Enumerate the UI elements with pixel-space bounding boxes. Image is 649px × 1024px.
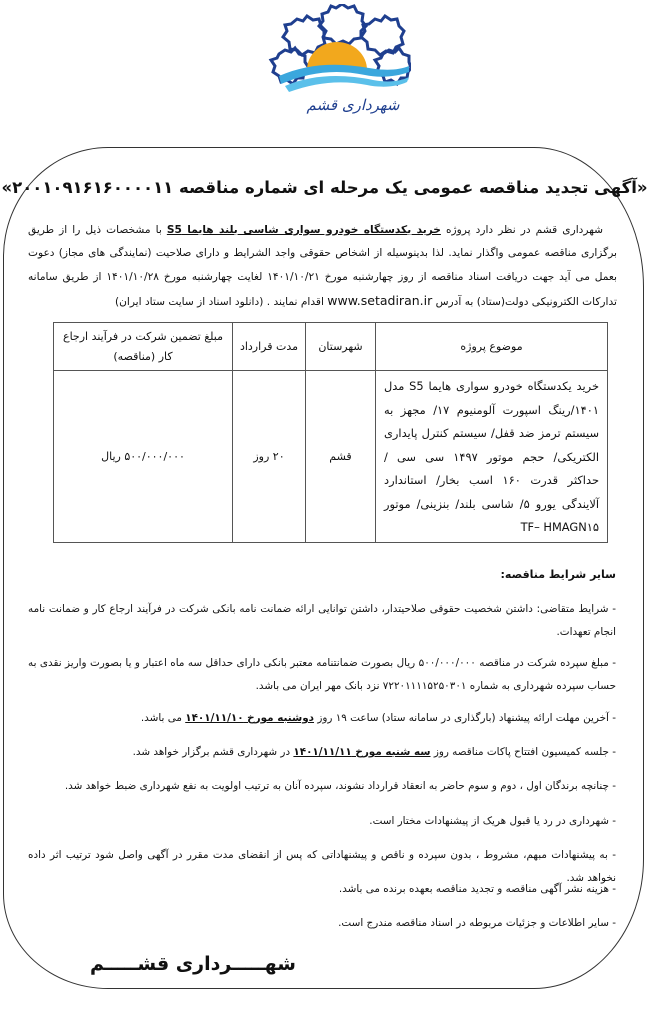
qeshm-municipality-logo-icon [261, 4, 411, 116]
condition-text: در شهرداری قشم برگزار خواهد شد. [132, 746, 294, 758]
conditions-title: سایر شرایط مناقصه: [500, 568, 616, 581]
header-duration: مدت قرارداد [233, 323, 306, 371]
condition-item: - هزینه نشر آگهی مناقصه و تجدید مناقصه بعهده برنده می باشد. [338, 883, 616, 895]
condition-text: - آخرین مهلت ارائه پیشنهاد (بارگذاری در سامانه ستاد) ساعت ۱۹ روز [314, 712, 616, 724]
deadline-date: دوشنبه مورخ ۱۴۰۱/۱۱/۱۰ [185, 712, 315, 724]
intro-text-2: با مشخصات ذیل را از طریق برگزاری مناقصه عمومی واگذار نماید. لذا بدینوسیله از اشخاص حقوقی واجد الشرایط و دارای صلاحیت (نمایندگی های مجاز) دعوت بعمل می آید جهت دریافت اسناد مناقصه از روز چهارشنبه مورخ ۱۴۰۱/۱۰/۲۱ لغایت چهارشنبه مورخ ۱۴۰۱/۱۰/۲۸ از طریق سامانه تدارکات الکترونیکی دولت(ستاد) به آدرس [28, 224, 617, 308]
condition-item: - چنانچه برندگان اول ، دوم و سوم حاضر به انعقاد قرارداد نشوند، سپرده آنان به ترتیب اولویت به نفع شهرداری ضبط خواهد شد. [64, 780, 616, 792]
logo-text: شهرداری قشم [306, 96, 400, 114]
intro-text-3: اقدام نمایند . (دانلود اسناد از سایت ستاد ایران) [114, 295, 328, 308]
cell-city: قشم [306, 371, 376, 543]
cell-subject: خرید یکدستگاه خودرو سواری هایما S5 مدل ۱۴۰۱/رینگ اسپورت آلومنیوم ۱۷/ مجهز به سیستم ترمز ضد قفل/ سیستم کنترل پایداری الکتریکی/ حجم موتور ۱۴۹۷ سی سی / حداکثر قدرت ۱۶۰ اسب بخار/ استاندارد آلایندگی یورو ۵/ شاسی بلند/ بنزینی/ موتور TF– HMAGN۱۵ [376, 371, 608, 543]
logo-star-center [319, 4, 366, 44]
condition-text: - جلسه کمیسیون افتتاح پاکات مناقصه روز [430, 746, 616, 758]
condition-item [28, 741, 616, 764]
project-name: خرید یکدستگاه خودرو سواری شاسی بلند هایما S5 [166, 224, 441, 236]
cell-duration: ۲۰ روز [233, 371, 306, 543]
notice-title: «آگهی تجدید مناقصه عمومی یک مرحله ای شماره مناقصه ۲۰۰۱۰۹۱۶۱۶۰۰۰۰۱۱» [1, 178, 648, 197]
intro-text-1: شهرداری قشم در نظر دارد پروژه [440, 224, 603, 236]
condition-item [28, 707, 616, 730]
header-guarantee: مبلغ تضمین شرکت در فرآیند ارجاع کار (مناقصه) [54, 323, 233, 371]
opening-date: سه شنبه مورخ ۱۴۰۱/۱۱/۱۱ [293, 746, 431, 758]
condition-item: - مبلغ سپرده شرکت در مناقصه ۵۰۰/۰۰۰/۰۰۰ ریال بصورت ضمانتنامه معتبر بانکی دارای حداقل سه ماه اعتبار و یا بصورت واریز نقدی به حساب سپرده شهرداری به شماره ۷۲۲۰۱۱۱۱۵۲۵۰۳۰۱ نزد بانک مهر ایران می باشد. [28, 657, 616, 692]
municipality-logo [261, 4, 411, 116]
condition-item: - به پیشنهادات مبهم، مشروط ، بدون سپرده و ناقص و پیشنهاداتی که پس از انقضای مدت مقرر در آگهی واصل شود ترتیب اثر داده نخواهد شد. [28, 849, 616, 884]
condition-item: - سایر اطلاعات و جزئیات مربوطه در اسناد مناقصه مندرج است. [338, 917, 616, 929]
header-subject: موضوع پروژه [376, 323, 608, 371]
header-city: شهرستان [306, 323, 376, 371]
signature: شهـــــرداری قشـــــم [90, 953, 296, 975]
table-header-row [54, 323, 608, 371]
table-row [54, 371, 608, 543]
cell-guarantee: ۵۰۰/۰۰۰/۰۰۰ ریال [54, 371, 233, 543]
intro-paragraph [28, 219, 617, 314]
tender-table [53, 322, 608, 543]
condition-item: - شهرداری در رد یا قبول هریک از پیشنهادات مختار است. [369, 815, 616, 827]
condition-text: می باشد. [140, 712, 186, 724]
website-link[interactable]: www.setadiran.ir [327, 292, 433, 308]
condition-item: - شرایط متقاضی: داشتن شخصیت حقوقی صلاحیتدار، داشتن توانایی ارائه ضمانت نامه بانکی شرکت در فرآیند ارجاع کار و ضمانت نامه انجام تعهدات. [28, 603, 616, 638]
